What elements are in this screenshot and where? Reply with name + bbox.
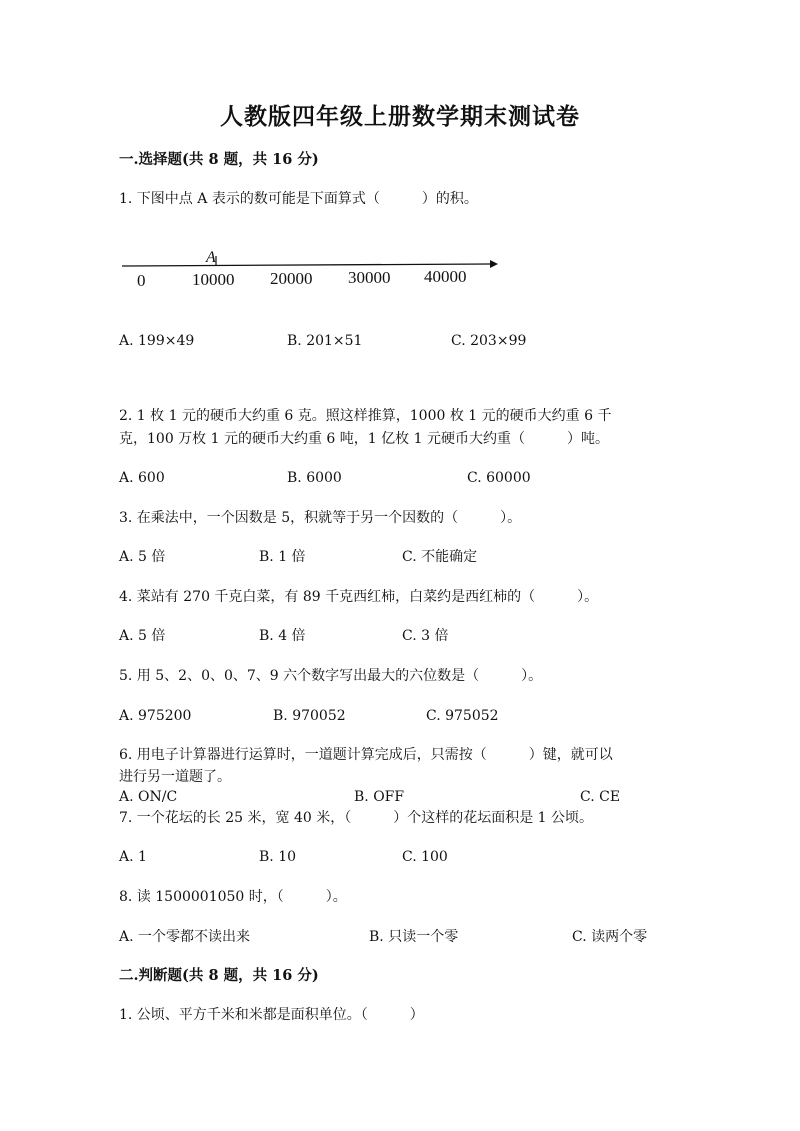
q1-option-a: A. 199×49: [119, 333, 195, 349]
q1-option-c: C. 203×99: [451, 333, 527, 349]
question-5-text: 5. 用 5、2、0、0、7、9 六个数字写出最大的六位数是（ ）。: [119, 668, 543, 684]
q7-option-b: B. 10: [259, 849, 297, 865]
q6-option-b: B. OFF: [354, 789, 405, 805]
tick-label-40000: 40000: [424, 267, 467, 286]
tick-label-30000: 30000: [348, 268, 391, 287]
question-7-text: 7. 一个花坛的长 25 米，宽 40 米，（ ）个这样的花坛面积是 1 公顷。: [119, 810, 594, 826]
section-heading-choice: 一.选择题(共 8 题，共 16 分): [119, 151, 319, 168]
q2-option-a: A. 600: [119, 470, 165, 486]
judgment-question-1-text: 1. 公顷、平方千米和米都是面积单位。（ ）: [119, 1007, 424, 1023]
tick-label-10000: 10000: [192, 270, 235, 289]
q7-option-a: A. 1: [119, 849, 147, 865]
q8-option-a: A. 一个零都不读出来: [119, 929, 251, 945]
tick-label-0: 0: [137, 271, 146, 290]
page-title: 人教版四年级上册数学期末测试卷: [220, 103, 580, 130]
number-line-axis: [122, 264, 490, 266]
question-2-text-line2: 克，100 万枚 1 元的硬币大约重 6 吨，1 亿枚 1 元硬币大约重（ ）吨。: [119, 431, 609, 447]
number-line-arrow-icon: [490, 260, 498, 268]
tick-label-20000: 20000: [270, 269, 313, 288]
q5-option-c: C. 975052: [426, 708, 499, 724]
q3-option-a: A. 5 倍: [119, 549, 166, 565]
section-heading-judgment: 二.判断题(共 8 题，共 16 分): [119, 967, 319, 984]
q7-option-c: C. 100: [402, 849, 448, 865]
q4-option-b: B. 4 倍: [259, 628, 306, 644]
question-1-text: 1. 下图中点 A 表示的数可能是下面算式（ ）的积。: [119, 191, 478, 207]
q6-option-a: A. ON/C: [119, 789, 178, 805]
q2-option-c: C. 60000: [467, 470, 531, 486]
q1-option-b: B. 201×51: [287, 333, 363, 349]
question-3-text: 3. 在乘法中，一个因数是 5，积就等于另一个因数的（ ）。: [119, 510, 522, 526]
q2-option-b: B. 6000: [287, 470, 342, 486]
q8-option-c: C. 读两个零: [572, 929, 648, 945]
q4-option-a: A. 5 倍: [119, 628, 166, 644]
q3-option-b: B. 1 倍: [259, 549, 306, 565]
point-a-label: A: [206, 249, 216, 266]
question-6-text-line2: 进行另一道题了。: [119, 769, 231, 785]
q4-option-c: C. 3 倍: [402, 628, 449, 644]
question-8-text: 8. 读 1500001050 时，（ ）。: [119, 889, 347, 905]
question-4-text: 4. 菜站有 270 千克白菜，有 89 千克西红柿，白菜约是西红柿的（ ）。: [119, 589, 599, 605]
q5-option-b: B. 970052: [273, 708, 346, 724]
q5-option-a: A. 975200: [119, 708, 192, 724]
q8-option-b: B. 只读一个零: [369, 929, 459, 945]
number-line-figure: [118, 246, 498, 296]
q3-option-c: C. 不能确定: [402, 549, 478, 565]
q6-option-c: C. CE: [580, 789, 621, 805]
question-6-text-line1: 6. 用电子计算器进行运算时，一道题计算完成后，只需按（ ）键，就可以: [119, 747, 613, 763]
question-2-text-line1: 2. 1 枚 1 元的硬币大约重 6 克。照这样推算，1000 枚 1 元的硬币大约重 6 千: [119, 408, 612, 424]
